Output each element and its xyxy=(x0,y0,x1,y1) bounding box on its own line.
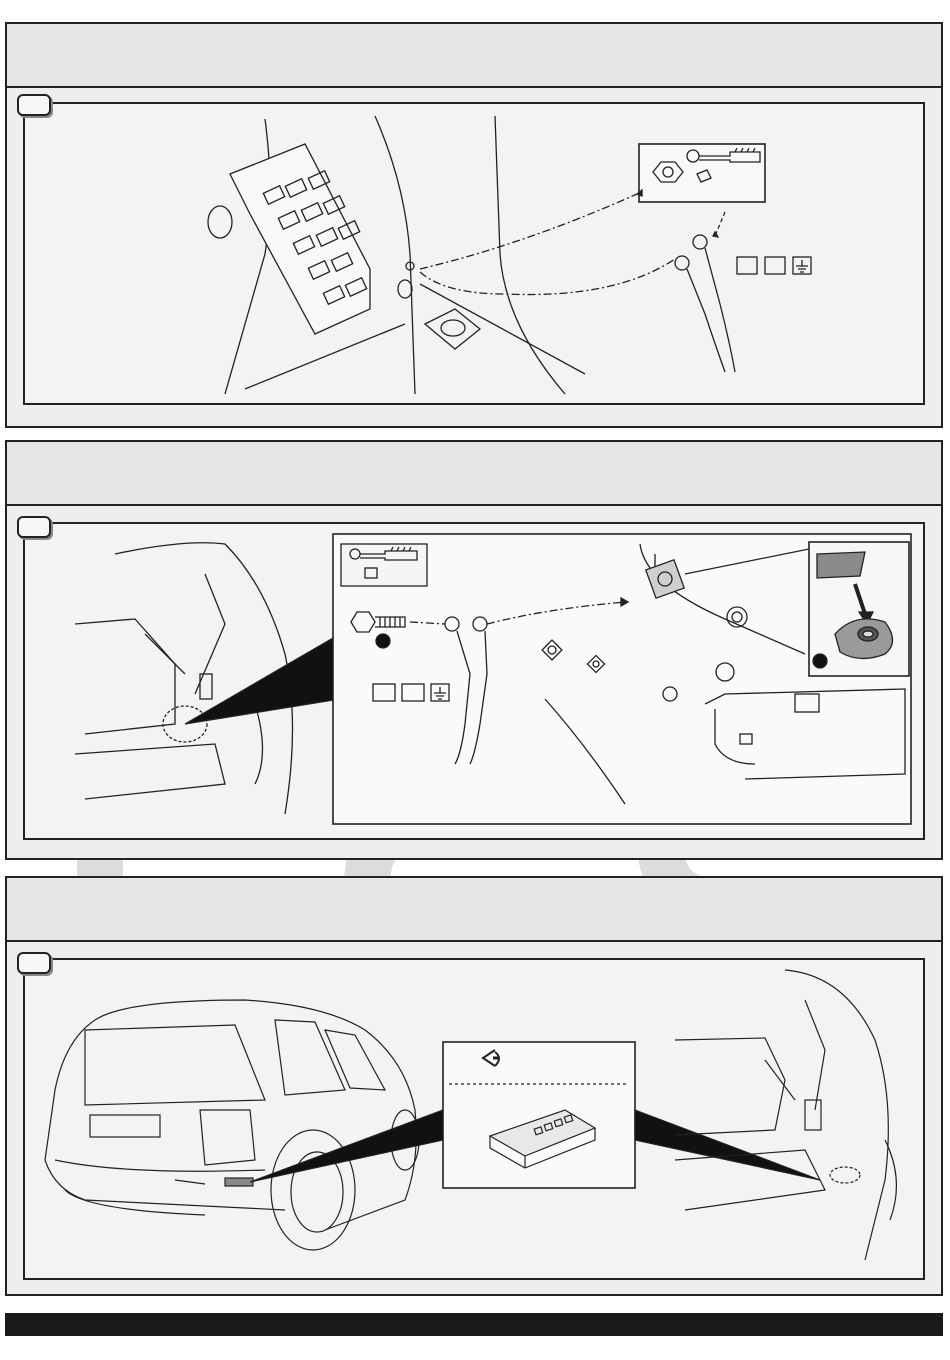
illustration-trunk-ground xyxy=(25,524,925,838)
section-step-2 xyxy=(5,440,943,860)
section-step-3 xyxy=(5,876,943,1296)
illustration-fuse-box-ground xyxy=(25,104,925,403)
section-1-panel xyxy=(23,102,925,405)
section-3-header xyxy=(7,878,941,942)
step-number-tab-1 xyxy=(17,94,51,116)
section-2-panel xyxy=(23,522,925,840)
step-number-tab-2 xyxy=(17,516,51,538)
car-rear-icon xyxy=(45,1000,419,1250)
illustration-module-placement xyxy=(25,960,925,1278)
step-number-tab-3 xyxy=(17,952,51,974)
footer-bar xyxy=(5,1313,943,1336)
section-3-panel xyxy=(23,958,925,1280)
trunk-icon xyxy=(675,970,896,1260)
section-2-header xyxy=(7,442,941,506)
section-step-1 xyxy=(5,22,943,428)
section-1-header xyxy=(7,24,941,88)
ring-terminal-icon xyxy=(675,235,735,372)
ground-symbol-icon xyxy=(796,260,808,272)
